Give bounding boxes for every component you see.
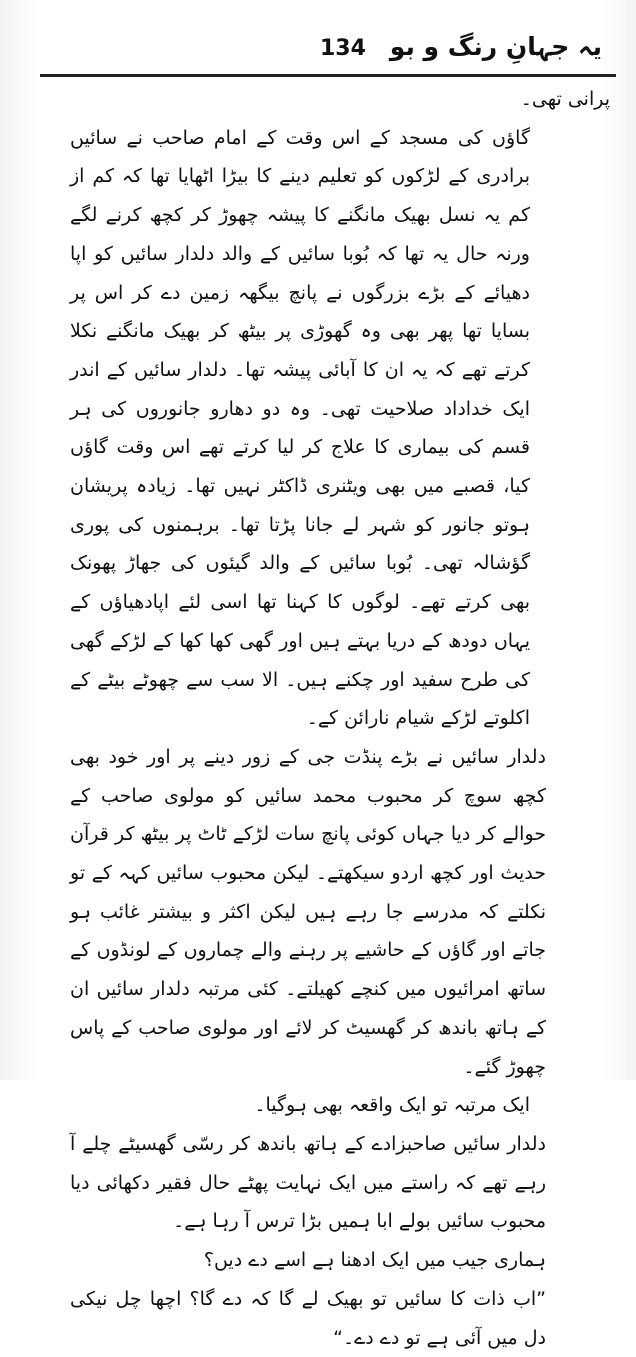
paragraph: پرانی تھی۔	[520, 88, 610, 110]
paragraph: ”اب ذات کا سائیں تو بھیک لے گا کہ دے گا؟ اچھا چل نیکی دل میں آئی ہے تو دے دے۔“	[70, 1287, 546, 1349]
paragraph: دلدار سائیں نے بڑے پنڈت جی کے زور دینے پر اور خود بھی کچھ سوچ کر محبوب محمد سائیں کو مولوی صاحب کے حوالے کر دیا جہاں کوئی پانچ سات لڑکے ٹاٹ پر بیٹھ کر قرآن حدیث اور کچھ اردو سیکھتے۔ لیکن محبوب سائیں کہہ کے تو نکلتے کہ مدرسے جا رہے ہیں لیکن اکثر و بیشتر غائب ہو جاتے اور گاؤں کے حاشیے پر رہنے والے چماروں کے لونڈوں کے ساتھ امرائیوں میں کنچے کھیلتے۔ کئی مرتبہ دلدار سائیں ان کے ہاتھ باندھ کر گھسیٹ کر لائے اور مولوی صاحب کے پاس چھوڑ گئے۔	[70, 745, 546, 1078]
body-text	[70, 80, 610, 1357]
running-title: یہ جہانِ رنگ و بو	[389, 32, 602, 61]
page-header	[40, 30, 610, 74]
paragraph: دلدار سائیں صاحبزادے کے ہاتھ باندھ کر رسّی گھسیٹے چلے آ رہے تھے کہ راستے میں ایک نہایت پھٹے حال فقیر دکھائی دیا محبوب سائیں بولے ابا ہمیں بڑا ترس آ رہا ہے۔	[70, 1132, 546, 1233]
paragraph: ہماری جیب میں ایک ادھنا ہے اسے دے دیں؟	[203, 1249, 546, 1272]
page-number: 134	[320, 36, 366, 61]
paragraph: گاؤں کی مسجد کے اس وقت کے امام صاحب نے سائیں برادری کے لڑکوں کو تعلیم دینے کا بیڑا اٹھایا تھا کہ کم از کم یہ نسل بھیک مانگنے کا پیشہ چھوڑ کر کچھ کرنے لگے ورنہ حال یہ تھا کہ بُوبا سائیں کے والد دلدار سائیں کو اپا دھیائے کے بڑے بزرگوں نے پانچ بیگھہ زمین دے کر اس پر بسایا تھا پھر بھی وہ گھوڑی پر بیٹھ کر بھیک مانگنے نکلا کرتے تھے کہ یہ ان کا آبائی پیشہ تھا۔ دلدار سائیں کے اندر ایک خداداد صلاحیت تھی۔ وہ دو دھارو جانوروں کی ہر قسم کی بیماری کا علاج کر لیا کرتے تھے اس وقت گاؤں کیا، قصبے میں بھی ویٹنری ڈاکٹر نہیں تھا۔ زیادہ پریشان ہوتو جانور کو شہر لے جانا پڑتا تھا۔ برہمنوں کی پوری گؤشالہ تھی۔ بُوبا سائیں کے والد گیئوں کی جھاڑ پھونک بھی کرتے تھے۔ لوگوں کا کہنا تھا اسی لئے اپادھیاؤں کے یہاں دودھ کے دریا بہتے ہیں اور گھی کھا کھا کے لڑکے گھی کی طرح سفید اور چکنے ہیں۔ الا سب سے چھوٹے بیٹے کے اکلوتے لڑکے شیام نارائن کے۔	[70, 126, 530, 730]
header-divider	[40, 74, 616, 77]
paragraph: ایک مرتبہ تو ایک واقعہ بھی ہوگیا۔	[254, 1094, 530, 1117]
